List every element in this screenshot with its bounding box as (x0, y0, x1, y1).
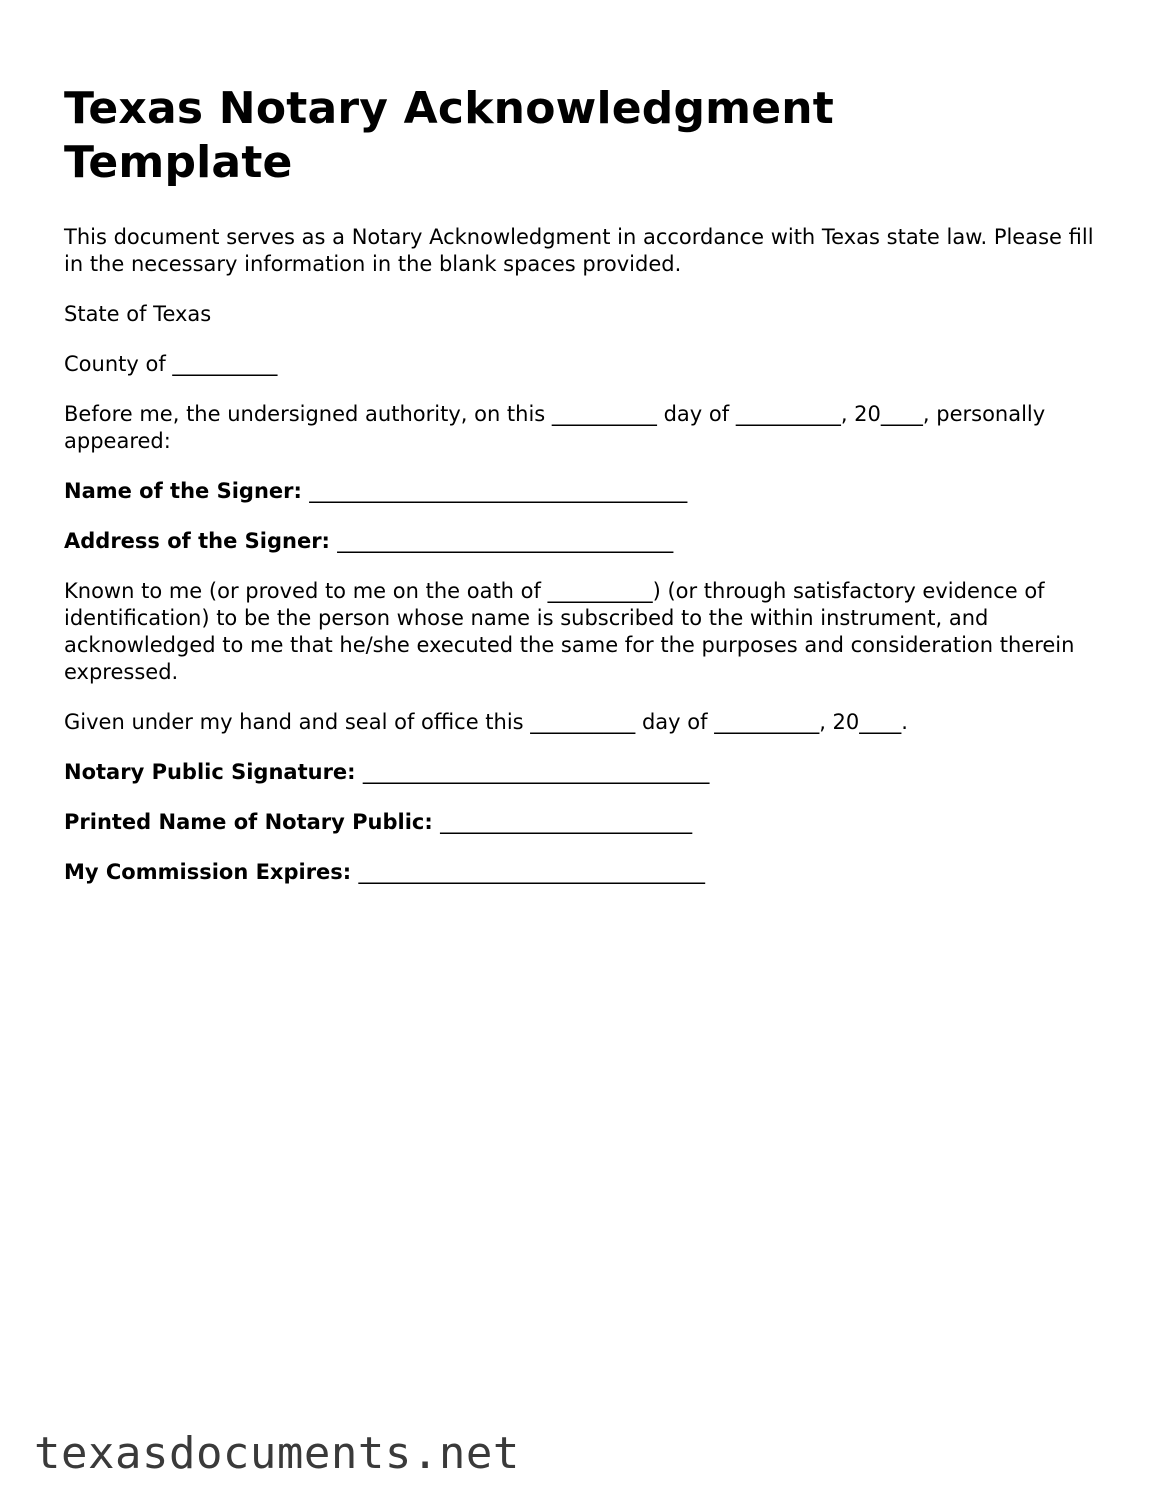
state-line: State of Texas (64, 302, 212, 326)
given-under-paragraph: Given under my hand and seal of office this __________ day of __________, 20____. (64, 710, 908, 734)
commission-expires-field (64, 859, 1114, 886)
document-page (64, 82, 1114, 886)
printed-name-label: Printed Name of Notary Public: (64, 810, 433, 834)
intro-paragraph: This document serves as a Notary Acknowledgment in accordance with Texas state law. Please fill in the necessary information in the blank spaces provided. (64, 225, 1094, 276)
commission-expires-blank: _________________________________ (358, 860, 706, 884)
signer-name-field (64, 478, 1114, 505)
signer-address-field (64, 528, 1114, 555)
signer-name-blank: ____________________________________ (309, 479, 688, 503)
printed-name-field (64, 809, 1114, 836)
printed-name-blank: ________________________ (440, 810, 693, 834)
document-title: Texas Notary Acknowledgment Template (64, 83, 835, 188)
signer-address-blank: ________________________________ (337, 529, 674, 553)
notary-signature-blank: _________________________________ (362, 760, 710, 784)
before-me-paragraph: Before me, the undersigned authority, on this __________ day of __________, 20____, personally appeared: (64, 402, 1052, 453)
notary-signature-field (64, 759, 1114, 786)
county-line: County of __________ (64, 352, 278, 376)
footer-watermark: texasdocuments.net (34, 1428, 520, 1479)
signer-name-label: Name of the Signer: (64, 479, 302, 503)
signer-address-label: Address of the Signer: (64, 529, 330, 553)
commission-expires-label: My Commission Expires: (64, 860, 352, 884)
notary-signature-label: Notary Public Signature: (64, 760, 356, 784)
known-to-me-paragraph: Known to me (or proved to me on the oath of __________) (or through satisfactory evidence of identification) to be the person whose name is subscribed to the within instrument, and acknowledged to me that he/she executed the same for the purposes and consideration therein expressed. (64, 579, 1082, 684)
